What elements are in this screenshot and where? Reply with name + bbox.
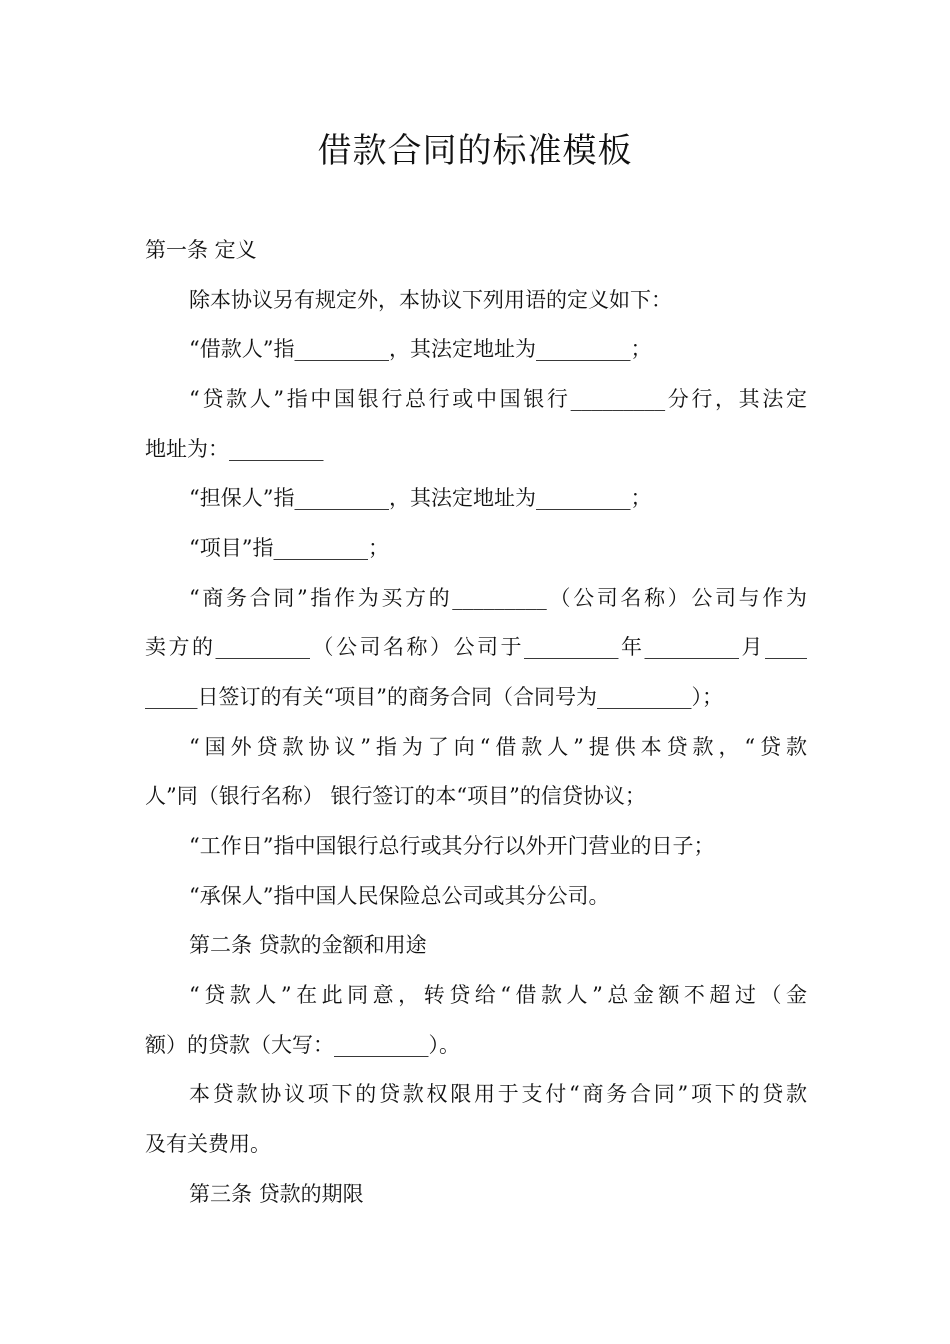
definition-lender: “贷款人”指中国银行总行或中国银行_________分行，其法定 — [189, 387, 807, 411]
loan-purpose-paragraph: 本贷款协议项下的贷款权限用于支付“商务合同”项下的贷款 — [189, 1082, 807, 1106]
definition-foreign-loan: “国外贷款协议”指为了向“借款人”提供本贷款，“贷款 — [189, 735, 807, 759]
definition-insurer: “承保人”指中国人民保险总公司或其分公司。 — [189, 884, 610, 908]
definition-working-day: “工作日”指中国银行总行或其分行以外开门营业的日子； — [189, 834, 715, 858]
article-1-heading: 第一条 定义 — [145, 238, 257, 262]
definition-lender-cont: 地址为：_________ — [145, 437, 324, 461]
definition-guarantor: “担保人”指_________，其法定地址为_________； — [189, 486, 652, 510]
loan-amount-paragraph-cont: 额）的贷款（大写：_________）。 — [145, 1033, 460, 1057]
document-title: 借款合同的标准模板 — [317, 131, 633, 171]
loan-purpose-paragraph-cont: 及有关费用。 — [145, 1132, 271, 1156]
article-2-heading: 第二条 贷款的金额和用途 — [189, 933, 427, 957]
definition-commercial-contract: “商务合同”指作为买方的_________（公司名称）公司与作为 — [189, 586, 807, 610]
paragraph-line: 除本协议另有规定外，本协议下列用语的定义如下： — [189, 288, 672, 312]
definition-project: “项目”指_________； — [189, 536, 389, 560]
definition-commercial-contract-end: _____日签订的有关“项目”的商务合同（合同号为_________）； — [145, 685, 723, 709]
definition-borrower: “借款人”指_________，其法定地址为_________； — [189, 337, 652, 361]
definition-commercial-contract-cont: 卖方的_________（公司名称）公司于_________年_________月____ — [145, 635, 807, 659]
loan-amount-paragraph: “贷款人”在此同意，转贷给“借款人”总金额不超过（金 — [189, 983, 807, 1007]
article-3-heading: 第三条 贷款的期限 — [189, 1182, 364, 1206]
definition-foreign-loan-cont: 人”同（银行名称） 银行签订的本“项目”的信贷协议； — [145, 784, 646, 808]
